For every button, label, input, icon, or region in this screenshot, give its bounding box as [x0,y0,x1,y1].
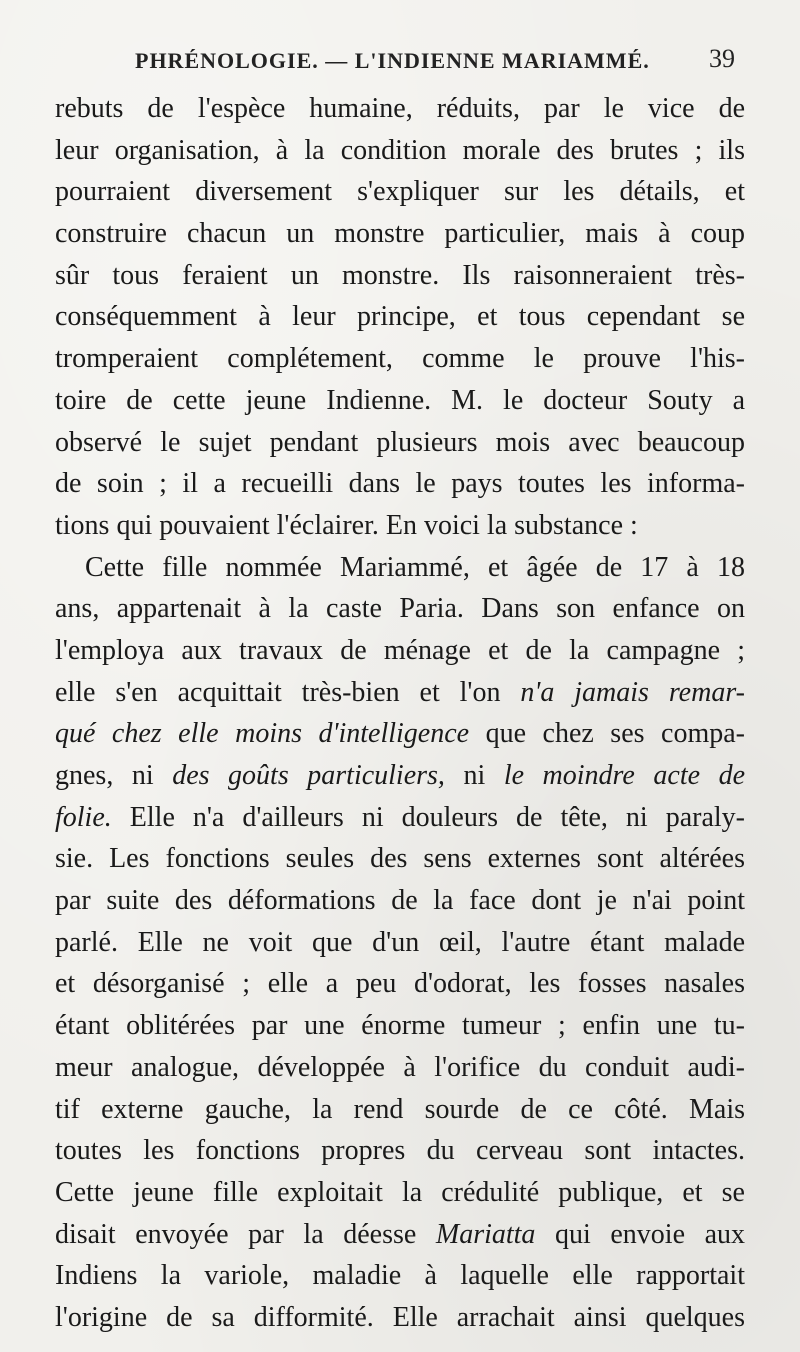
italic-span: le moindre acte de [503,760,745,791]
text-line: ans, appartenait à la caste Paria. Dans son enfance on [55,593,745,625]
text-line: Cette jeune fille exploitait la crédulité publique, et se [55,1176,745,1208]
text-line: tromperaient complétement, comme le prouve l'his- [55,343,745,375]
text-line: l'employa aux travaux de ménage et de la campagne ; [55,634,745,666]
roman-span: disait envoyée par la déesse [55,1218,436,1250]
italic-span: Mariatta [435,1218,536,1250]
roman-span: Elle n'a d'ailleurs ni douleurs de tête, ni paraly- [111,801,745,833]
roman-span: qui envoie aux [535,1218,746,1250]
paragraph-start-line: Cette fille nommée Mariammé, et âgée de 17 à 18 [85,551,745,583]
text-line: toutes les fonctions propres du cerveau sont intactes. [55,1135,745,1167]
text-line: observé le sujet pendant plusieurs mois avec beaucoup [55,426,745,458]
running-head [135,44,735,78]
text-line: par suite des déformations de la face dont je n'ai point [55,885,745,917]
text-line: parlé. Elle ne voit que d'un œil, l'autre étant malade [55,926,745,958]
text-line: sie. Les fonctions seules des sens externes sont altérées [55,843,745,875]
text-line: meur analogue, développée à l'orifice du conduit audi- [55,1051,745,1083]
text-line: rebuts de l'espèce humaine, réduits, par le vice de [55,93,745,124]
text-line: leur organisation, à la condition morale des brutes ; ils [55,134,745,166]
body-text [55,88,745,1339]
text-line: et désorganisé ; elle a peu d'odorat, les fosses nasales [55,968,745,1000]
roman-span: gnes, ni [55,760,173,791]
text-line [55,713,745,755]
text-line: conséquemment à leur principe, et tous cependant se [55,301,745,333]
text-line [55,1214,745,1256]
text-line [55,672,745,714]
text-line: l'origine de sa difformité. Elle arrachait ainsi quelques [55,1301,745,1333]
text-line: de soin ; il a recueilli dans le pays toutes les informa- [55,468,745,500]
text-line: sûr tous feraient un monstre. Ils raisonneraient très- [55,259,745,291]
text-line: tif externe gauche, la rend sourde de ce côté. Mais [55,1093,745,1125]
text-line: toire de cette jeune Indienne. M. le docteur Souty a [55,384,745,416]
text-line: étant oblitérées par une énorme tumeur ; enfin une tu- [55,1010,745,1042]
italic-span: des goûts particuliers, [172,760,445,791]
text-line: pourraient diversement s'expliquer sur les détails, et [55,176,745,208]
italic-span: folie. [55,801,112,833]
running-title: PHRÉNOLOGIE. — L'INDIENNE MARIAMMÉ. [135,48,650,73]
text-line: construire chacun un monstre particulier, mais à coup [55,218,745,250]
text-line [55,797,745,839]
roman-span: ni [444,760,504,791]
roman-span: que chez ses compa- [469,718,745,750]
italic-span: qué chez elle moins d'intelligence [55,718,470,750]
text-line [55,755,745,797]
roman-span: elle s'en acquittait très-bien et l'on [55,676,521,708]
italic-span: n'a jamais remar- [520,676,745,708]
text-line: tions qui pouvaient l'éclairer. En voici la substance : [55,509,638,541]
text-line: Indiens la variole, maladie à laquelle elle rapportait [55,1260,745,1292]
page-number: 39 [709,44,735,73]
